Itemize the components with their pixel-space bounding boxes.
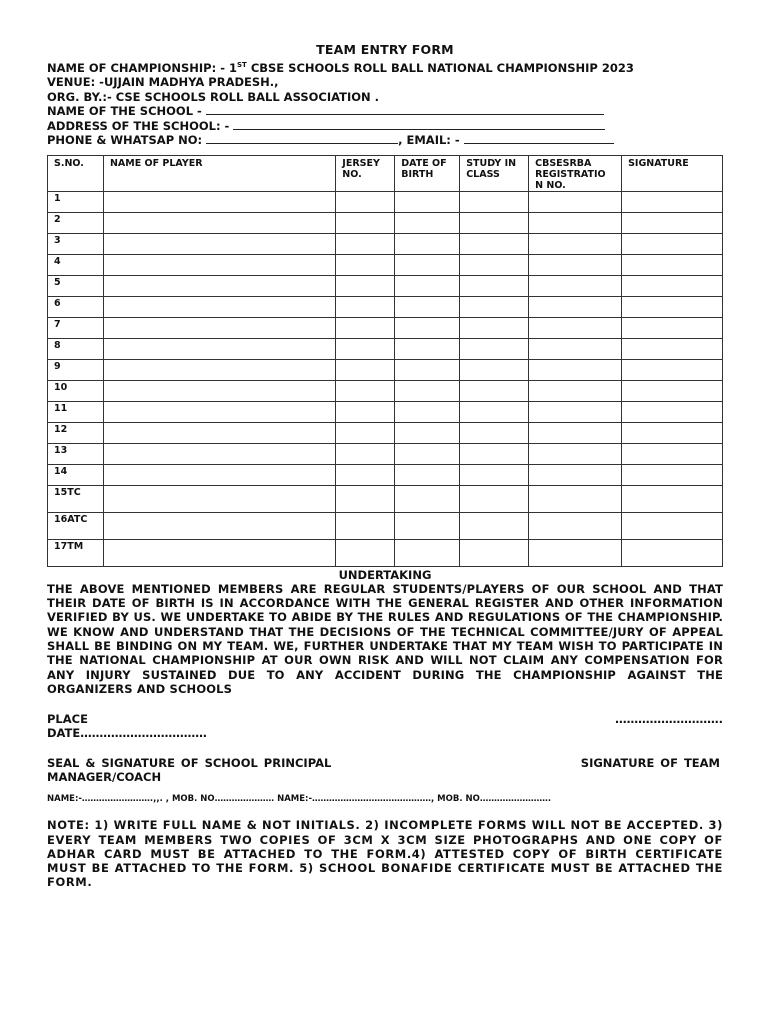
entry-cell[interactable]: [622, 380, 723, 401]
entry-cell[interactable]: [103, 296, 335, 317]
serial-number-cell: 8: [48, 338, 104, 359]
school-name-label: NAME OF THE SCHOOL -: [47, 104, 206, 119]
entry-cell[interactable]: [395, 254, 460, 275]
entry-cell[interactable]: [529, 338, 622, 359]
place-row: [47, 712, 723, 726]
table-row: [48, 275, 723, 296]
entry-cell[interactable]: [395, 296, 460, 317]
entry-cell[interactable]: [622, 359, 723, 380]
entry-cell[interactable]: [103, 254, 335, 275]
entry-cell[interactable]: [460, 338, 529, 359]
entry-cell[interactable]: [103, 539, 335, 566]
entry-cell[interactable]: [395, 512, 460, 539]
manager-label: MANAGER/COACH: [47, 770, 162, 785]
manager-row: [47, 770, 723, 784]
table-row: [48, 443, 723, 464]
table-row: [48, 254, 723, 275]
entry-cell[interactable]: [336, 317, 395, 338]
table-row: [48, 422, 723, 443]
entry-cell[interactable]: [103, 380, 335, 401]
principal-signature-label: SEAL & SIGNATURE OF SCHOOL PRINCIPAL: [47, 756, 332, 771]
entry-cell[interactable]: [103, 485, 335, 512]
entry-cell[interactable]: [395, 485, 460, 512]
entry-cell[interactable]: [103, 401, 335, 422]
entry-cell[interactable]: [529, 443, 622, 464]
entry-cell[interactable]: [395, 338, 460, 359]
entry-cell[interactable]: [529, 464, 622, 485]
entry-cell[interactable]: [336, 380, 395, 401]
entry-cell[interactable]: [336, 422, 395, 443]
entry-cell[interactable]: [460, 443, 529, 464]
entry-cell[interactable]: [529, 422, 622, 443]
entry-cell[interactable]: [460, 359, 529, 380]
entry-cell[interactable]: [529, 254, 622, 275]
entry-cell[interactable]: [103, 338, 335, 359]
entry-cell[interactable]: [622, 485, 723, 512]
entry-cell[interactable]: [622, 443, 723, 464]
championship-line: [47, 58, 723, 75]
organizer-line: ORG. BY.:- CSE SCHOOLS ROLL BALL ASSOCIATION .: [47, 89, 380, 104]
entry-cell[interactable]: [336, 191, 395, 212]
entry-cell[interactable]: [336, 443, 395, 464]
entry-cell[interactable]: [336, 512, 395, 539]
entry-cell[interactable]: [622, 401, 723, 422]
entry-cell[interactable]: [529, 317, 622, 338]
entry-cell[interactable]: [622, 254, 723, 275]
entry-cell[interactable]: [336, 275, 395, 296]
entry-cell[interactable]: [103, 443, 335, 464]
column-header: DATE OF BIRTH: [395, 155, 460, 191]
column-header: NAME OF PLAYER: [103, 155, 335, 191]
entry-cell[interactable]: [460, 254, 529, 275]
entry-cell[interactable]: [395, 212, 460, 233]
serial-number-cell: 3: [48, 233, 104, 254]
entry-cell[interactable]: [103, 359, 335, 380]
entry-cell[interactable]: [103, 317, 335, 338]
entry-cell[interactable]: [336, 296, 395, 317]
entry-cell[interactable]: [336, 359, 395, 380]
entry-cell[interactable]: [529, 275, 622, 296]
entry-cell[interactable]: [529, 401, 622, 422]
serial-number-cell: 9: [48, 359, 104, 380]
table-row: [48, 191, 723, 212]
table-row: [48, 539, 723, 566]
phone-field[interactable]: [206, 133, 398, 144]
entry-cell[interactable]: [460, 464, 529, 485]
table-row: [48, 338, 723, 359]
serial-number-cell: 2: [48, 212, 104, 233]
table-row: [48, 485, 723, 512]
place-label: PLACE: [47, 712, 88, 727]
column-header: CBSESRBA REGISTRATIO N NO.: [529, 155, 622, 191]
place-dots[interactable]: ……………………….: [615, 712, 723, 727]
entry-cell[interactable]: [460, 422, 529, 443]
serial-number-cell: 12: [48, 422, 104, 443]
entry-cell[interactable]: [103, 233, 335, 254]
entry-cell[interactable]: [460, 485, 529, 512]
entry-cell[interactable]: [529, 296, 622, 317]
date-row: [47, 726, 723, 740]
entry-cell[interactable]: [460, 275, 529, 296]
phone-label: PHONE & WHATSAP NO:: [47, 133, 207, 148]
entry-cell[interactable]: [395, 443, 460, 464]
serial-number-cell: 10: [48, 380, 104, 401]
entry-cell[interactable]: [460, 512, 529, 539]
entry-cell[interactable]: [622, 317, 723, 338]
entry-cell[interactable]: [529, 380, 622, 401]
entry-cell[interactable]: [395, 464, 460, 485]
undertaking-title: UNDERTAKING: [338, 567, 432, 582]
championship-label: NAME OF CHAMPIONSHIP: - 1: [47, 60, 237, 75]
column-header: SIGNATURE: [622, 155, 723, 191]
entry-cell[interactable]: [395, 233, 460, 254]
entry-cell[interactable]: [529, 539, 622, 566]
entry-cell[interactable]: [622, 338, 723, 359]
championship-name: CBSE SCHOOLS ROLL BALL NATIONAL CHAMPIONSHIP 2023: [246, 60, 634, 75]
table-header-row: [48, 155, 723, 191]
entry-cell[interactable]: [529, 212, 622, 233]
entry-cell[interactable]: [529, 359, 622, 380]
date-label[interactable]: DATE……………………………: [47, 726, 207, 741]
manager-signature-label: SIGNATURE OF TEAM: [580, 756, 720, 771]
entry-cell[interactable]: [460, 401, 529, 422]
entry-cell[interactable]: [103, 275, 335, 296]
entry-cell[interactable]: [460, 317, 529, 338]
entry-cell[interactable]: [395, 422, 460, 443]
serial-number-cell: 1: [48, 191, 104, 212]
school-address-field[interactable]: [233, 119, 605, 130]
entry-cell[interactable]: [622, 464, 723, 485]
signature-row: [47, 756, 723, 770]
entry-cell[interactable]: [460, 212, 529, 233]
entry-cell[interactable]: [336, 233, 395, 254]
entry-cell[interactable]: [529, 233, 622, 254]
entry-cell[interactable]: [103, 212, 335, 233]
entry-cell[interactable]: [103, 464, 335, 485]
undertaking-text: THE ABOVE MENTIONED MEMBERS ARE REGULAR STUDENTS/PLAYERS OF OUR SCHOOL AND THAT THEIR DATE OF BIRTH IS IN ACCORDANCE WITH THE GENERAL REGISTER AND OTHER INFORMATION VERIFIED BY US. WE UNDERTAKE TO ABIDE BY THE RULES AND REGULATIONS OF THE CHAMPIONSHIP. WE KNOW AND UNDERSTAND THAT THE DECISIONS OF THE TECHNICAL COMMITTEE/JURY OF APPEAL SHALL BE BINDING ON MY TEAM. WE, FURTHER UNDERTAKE THAT MY TEAM WISH TO PARTICIPATE IN THE NATIONAL CHAMPIONSHIP AT OUR OWN RISK AND WILL NOT CLAIM ANY COMPENSATION FOR ANY INJURY SUSTAINED DUE TO ANY ACCIDENT DURING THE CHAMPIONSHIP AGAINST THE ORGANIZERS AND SCHOOLS: [47, 581, 723, 696]
form-title: TEAM ENTRY FORM: [316, 42, 454, 57]
entry-cell[interactable]: [336, 539, 395, 566]
school-name-field[interactable]: [206, 104, 604, 115]
contact-line: [47, 133, 723, 148]
entry-form: [47, 42, 723, 890]
entry-cell[interactable]: [395, 380, 460, 401]
entry-cell[interactable]: [622, 275, 723, 296]
entry-cell[interactable]: [622, 191, 723, 212]
serial-number-cell: 14: [48, 464, 104, 485]
table-row: [48, 317, 723, 338]
entry-cell[interactable]: [529, 512, 622, 539]
column-header: JERSEY NO.: [336, 155, 395, 191]
serial-number-cell: 16ATC: [48, 512, 104, 539]
championship-sup: ST: [236, 61, 247, 69]
entry-cell[interactable]: [395, 275, 460, 296]
entry-cell[interactable]: [460, 191, 529, 212]
entry-cell[interactable]: [529, 485, 622, 512]
table-row: [48, 296, 723, 317]
venue-line: VENUE: -UJJAIN MADHYA PRADESH.,: [47, 75, 279, 90]
entry-cell[interactable]: [395, 539, 460, 566]
school-address-line: [47, 119, 723, 134]
school-name-line: [47, 104, 723, 119]
name-mobile-line[interactable]: NAME:-…………………….,,. , MOB. NO………………… NAME:-……………………………………, MOB. NO…………………….: [47, 794, 552, 805]
column-header: S.NO.: [48, 155, 104, 191]
table-row: [48, 512, 723, 539]
note-text: NOTE: 1) WRITE FULL NAME & NOT INITIALS. 2) INCOMPLETE FORMS WILL NOT BE ACCEPTED. 3) EVERY TEAM MEMBERS TWO COPIES OF 3CM X 3CM SIZE PHOTOGRAPHS AND ONE COPY OF ADHAR CARD MUST BE ATTACHED TO THE FORM.4) ATTESTED COPY OF BIRTH CERTIFICATE MUST BE ATTACHED TO THE FORM. 5) SCHOOL BONAFIDE CERTIFICATE MUST BE ATTACHED THE FORM.: [47, 818, 723, 890]
serial-number-cell: 11: [48, 401, 104, 422]
entry-cell[interactable]: [529, 191, 622, 212]
entry-cell[interactable]: [622, 422, 723, 443]
school-address-label: ADDRESS OF THE SCHOOL: -: [47, 118, 234, 133]
table-row: [48, 464, 723, 485]
entry-cell[interactable]: [336, 464, 395, 485]
table-body: [48, 191, 723, 566]
serial-number-cell: 7: [48, 317, 104, 338]
entry-cell[interactable]: [460, 233, 529, 254]
entry-cell[interactable]: [395, 317, 460, 338]
entry-cell[interactable]: [622, 212, 723, 233]
entry-cell[interactable]: [395, 359, 460, 380]
table-row: [48, 233, 723, 254]
entry-cell[interactable]: [460, 296, 529, 317]
entry-cell[interactable]: [622, 539, 723, 566]
entry-cell[interactable]: [336, 212, 395, 233]
entry-cell[interactable]: [336, 401, 395, 422]
serial-number-cell: 6: [48, 296, 104, 317]
entry-cell[interactable]: [460, 380, 529, 401]
entry-cell[interactable]: [336, 485, 395, 512]
entry-cell[interactable]: [395, 401, 460, 422]
serial-number-cell: 17TM: [48, 539, 104, 566]
entry-cell[interactable]: [460, 539, 529, 566]
entry-cell[interactable]: [336, 338, 395, 359]
table-row: [48, 212, 723, 233]
entry-cell[interactable]: [103, 191, 335, 212]
table-row: [48, 359, 723, 380]
email-label: , EMAIL: -: [398, 133, 464, 148]
entry-cell[interactable]: [622, 512, 723, 539]
serial-number-cell: 5: [48, 275, 104, 296]
table-row: [48, 380, 723, 401]
email-field[interactable]: [464, 133, 614, 144]
serial-number-cell: 4: [48, 254, 104, 275]
serial-number-cell: 15TC: [48, 485, 104, 512]
player-table: [47, 155, 723, 567]
serial-number-cell: 13: [48, 443, 104, 464]
entry-cell[interactable]: [622, 296, 723, 317]
column-header: STUDY IN CLASS: [460, 155, 529, 191]
entry-cell[interactable]: [103, 422, 335, 443]
entry-cell[interactable]: [622, 233, 723, 254]
entry-cell[interactable]: [103, 512, 335, 539]
entry-cell[interactable]: [395, 191, 460, 212]
entry-cell[interactable]: [336, 254, 395, 275]
table-row: [48, 401, 723, 422]
